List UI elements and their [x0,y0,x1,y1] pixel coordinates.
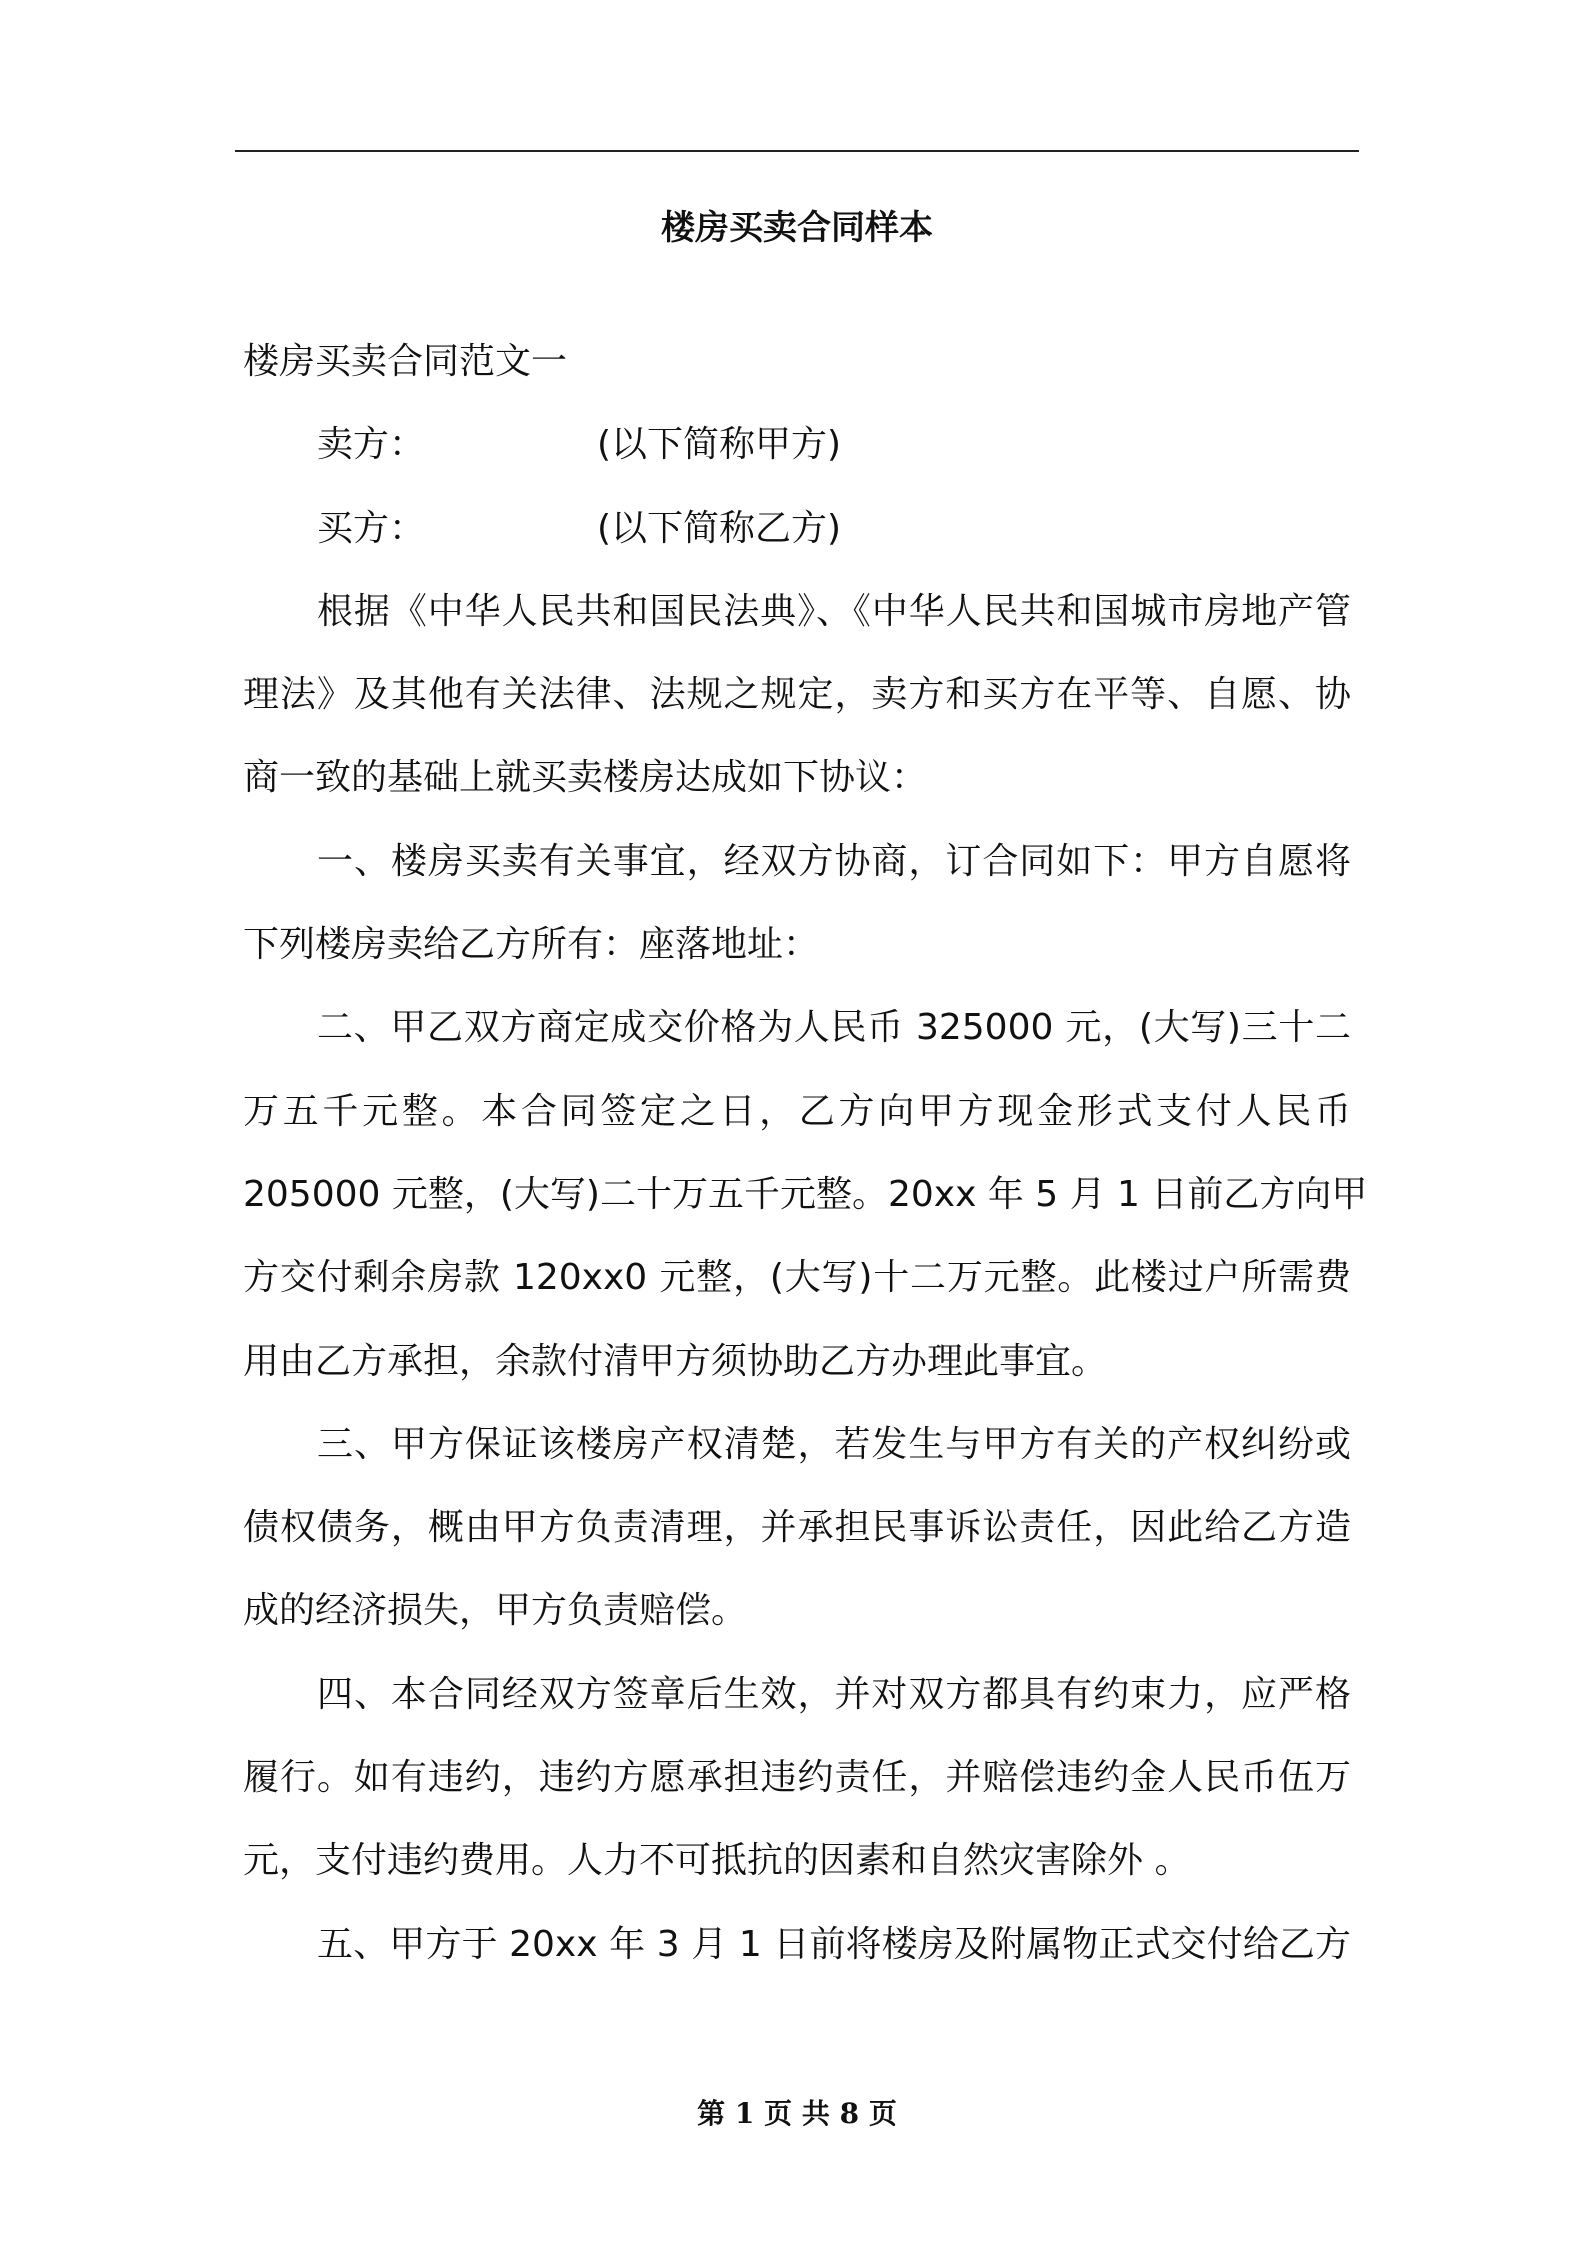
seller-row [243,403,1351,486]
seller-label: 卖方： [317,424,426,466]
paragraph-line: 商一致的基础上就买卖楼房达成如下协议： [243,757,928,799]
buyer-row [243,487,1351,570]
paragraph-line: 三、甲方保证该楼房产权清楚，若发生与甲方有关的产权纠纷或 [317,1423,1351,1465]
buyer-label: 买方： [317,507,426,549]
paragraph-line: 根据《中华人民共和国民法典》、《中华人民共和国城市房地产管 [317,590,1351,632]
buyer-note: (以下简称乙方) [597,507,842,549]
paragraph-line: 履行。如有违约，违约方愿承担违约责任，并赔偿违约金人民币伍万 [243,1757,1351,1799]
paragraph-line: 债权债务，概由甲方负责清理，并承担民事诉讼责任，因此给乙方造 [243,1507,1351,1549]
document-subtitle: 楼房买卖合同范文一 [243,341,568,382]
paragraph-line: 理法》及其他有关法律、法规之规定，卖方和买方在平等、自愿、协 [243,674,1351,716]
page-number: 第 1 页 共 8 页 [697,2097,897,2130]
paragraph-line: 五、甲方于 20xx 年 3 月 1 日前将楼房及附属物正式交付给乙方 [317,1923,1351,1965]
seller-note: (以下简称甲方) [597,424,842,466]
paragraph-line: 四、本合同经双方签章后生效，并对双方都具有约束力，应严格 [317,1673,1351,1715]
paragraph-line: 万五千元整。本合同签定之日，乙方向甲方现金形式支付人民币 [243,1090,1351,1132]
paragraph-line: 二、甲乙双方商定成交价格为人民币 325000 元，(大写)三十二 [317,1007,1351,1049]
paragraph-line: 下列楼房卖给乙方所有：座落地址： [243,924,820,966]
paragraph-line: 方交付剩余房款 120xx0 元整，(大写)十二万元整。此楼过户所需费 [243,1257,1351,1299]
paragraph-line: 一、楼房买卖有关事宜，经双方协商，订合同如下：甲方自愿将 [317,840,1351,882]
document-body [243,320,1368,1986]
document-title: 楼房买卖合同样本 [661,208,933,248]
paragraph-line: 元，支付违约费用。人力不可抵抗的因素和自然灾害除外 。 [243,1840,1191,1882]
paragraph-line: 成的经济损失，甲方负责赔偿。 [243,1590,748,1632]
header-rule [235,150,1359,152]
paragraph-line: 用由乙方承担，余款付清甲方须协助乙方办理此事宜。 [243,1340,1108,1382]
paragraph-line: 205000 元整，(大写)二十万五千元整。20xx 年 5 月 1 日前乙方向甲 [243,1173,1368,1215]
